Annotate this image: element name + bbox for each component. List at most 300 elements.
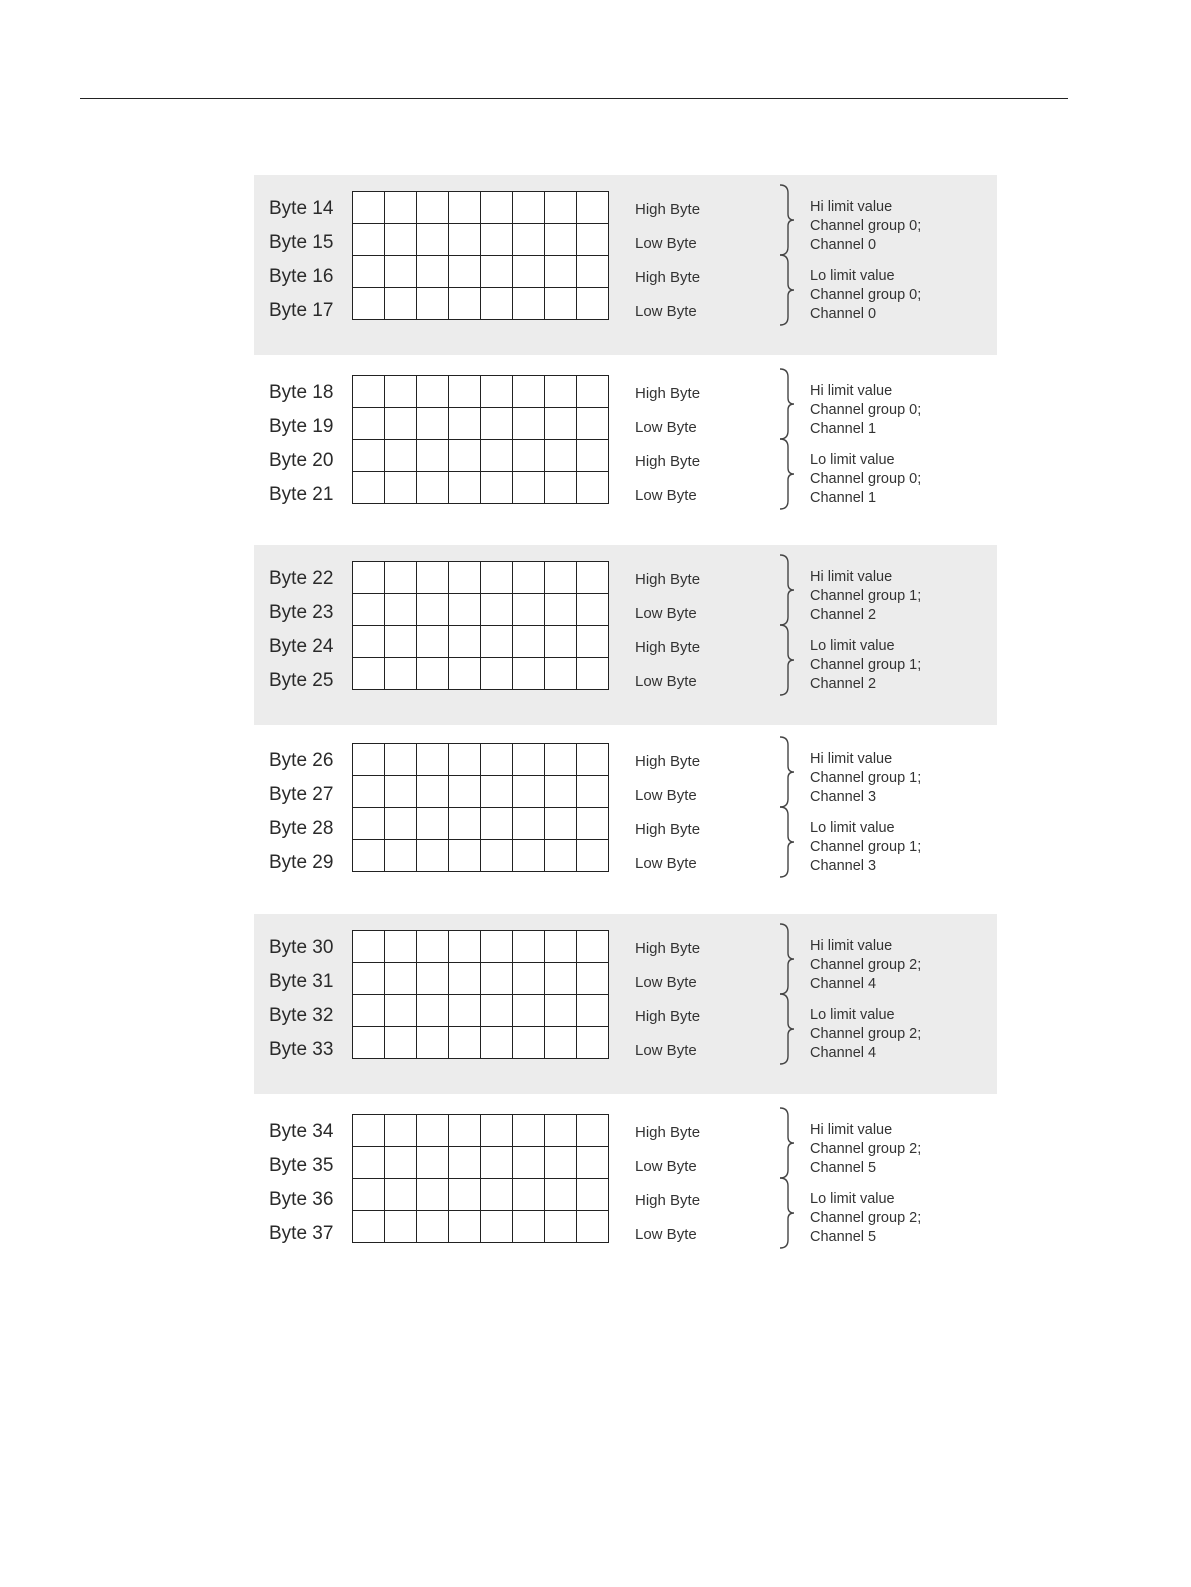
bit-row: [353, 408, 609, 440]
byte-number-label: Byte 34: [269, 1121, 334, 1142]
hi-limit-brace-icon: [778, 553, 798, 627]
bit-cell: [577, 594, 609, 626]
bit-cell: [449, 192, 481, 224]
bit-cell: [417, 1027, 449, 1059]
bit-row: [353, 626, 609, 658]
byte-kind-label: High Byte: [635, 753, 701, 770]
hi-limit-description-line: Hi limit value: [810, 1122, 893, 1138]
bit-row: [353, 840, 609, 872]
register-group: [254, 727, 997, 907]
hi-limit-brace-icon: [778, 367, 798, 441]
bit-cell: [481, 1115, 513, 1147]
bit-cell: [513, 1179, 545, 1211]
bit-cell: [385, 288, 417, 320]
lo-limit-description: [810, 637, 921, 694]
bit-cell: [545, 658, 577, 690]
bit-cell: [513, 808, 545, 840]
bit-cell: [545, 995, 577, 1027]
bit-cell: [449, 1211, 481, 1243]
bit-cell: [577, 1211, 609, 1243]
bit-cell: [417, 256, 449, 288]
bit-cell: [481, 931, 513, 963]
bit-cell: [385, 472, 417, 504]
bit-cell: [385, 808, 417, 840]
byte-number-label: Byte 25: [269, 670, 334, 691]
bit-grid: [352, 930, 609, 1059]
bit-cell: [545, 562, 577, 594]
bit-cell: [385, 440, 417, 472]
bit-cell: [417, 440, 449, 472]
bit-row: [353, 224, 609, 256]
bit-cell: [417, 408, 449, 440]
byte-kind-label: High Byte: [635, 639, 701, 656]
bit-cell: [449, 224, 481, 256]
lo-limit-description-line: Lo limit value: [810, 452, 895, 468]
bit-cell: [417, 1147, 449, 1179]
lo-limit-description-line: Lo limit value: [810, 1191, 895, 1207]
hi-limit-brace-icon: [778, 922, 798, 996]
lo-limit-description: [810, 1190, 921, 1247]
lo-limit-description-line: Channel 2: [810, 676, 877, 692]
bit-cell: [417, 472, 449, 504]
bit-cell: [577, 776, 609, 808]
bit-cell: [577, 1147, 609, 1179]
hi-limit-brace-icon: [778, 735, 798, 809]
header-rule: [80, 98, 1068, 99]
bit-cell: [417, 594, 449, 626]
hi-limit-description: [810, 568, 921, 625]
bit-cell: [545, 256, 577, 288]
hi-limit-description-line: Channel group 2;: [810, 1141, 922, 1157]
bit-cell: [513, 995, 545, 1027]
bit-cell: [481, 1147, 513, 1179]
bit-cell: [481, 594, 513, 626]
lo-limit-description-line: Channel 0: [810, 306, 877, 322]
byte-number-label: Byte 32: [269, 1005, 334, 1026]
bit-cell: [513, 408, 545, 440]
bit-cell: [545, 1115, 577, 1147]
byte-number-label: Byte 35: [269, 1155, 334, 1176]
hi-limit-description: [810, 937, 921, 994]
bit-cell: [385, 1147, 417, 1179]
bit-cell: [353, 995, 385, 1027]
bit-cell: [513, 1027, 545, 1059]
hi-limit-description-line: Hi limit value: [810, 751, 893, 767]
bit-cell: [577, 626, 609, 658]
bit-cell: [417, 288, 449, 320]
bit-cell: [513, 1211, 545, 1243]
lo-limit-description-line: Channel 4: [810, 1045, 877, 1061]
bit-cell: [385, 1115, 417, 1147]
lo-limit-description-line: Channel group 0;: [810, 287, 922, 303]
bit-cell: [385, 376, 417, 408]
bit-cell: [545, 1211, 577, 1243]
bit-row: [353, 1147, 609, 1179]
bit-cell: [481, 472, 513, 504]
register-group: [254, 359, 997, 539]
bit-cell: [577, 224, 609, 256]
bit-cell: [417, 963, 449, 995]
bit-cell: [577, 376, 609, 408]
bit-cell: [449, 288, 481, 320]
byte-kind-label: Low Byte: [635, 487, 697, 504]
bit-cell: [545, 931, 577, 963]
byte-kind-label: High Byte: [635, 201, 701, 218]
lo-limit-description-line: Channel 5: [810, 1229, 877, 1245]
bit-cell: [353, 408, 385, 440]
lo-limit-description-line: Channel 1: [810, 490, 877, 506]
bit-grid: [352, 191, 609, 320]
lo-limit-description-line: Channel group 2;: [810, 1026, 922, 1042]
bit-cell: [481, 256, 513, 288]
bit-cell: [577, 931, 609, 963]
hi-limit-description-line: Channel group 0;: [810, 402, 922, 418]
bit-cell: [353, 776, 385, 808]
bit-cell: [545, 1027, 577, 1059]
byte-number-label: Byte 14: [269, 198, 334, 219]
byte-number-label: Byte 23: [269, 602, 334, 623]
hi-limit-description-line: Channel group 1;: [810, 588, 922, 604]
lo-limit-brace-icon: [778, 253, 798, 327]
bit-cell: [385, 224, 417, 256]
lo-limit-description-line: Lo limit value: [810, 268, 895, 284]
bit-cell: [481, 376, 513, 408]
bit-cell: [353, 288, 385, 320]
bit-row: [353, 562, 609, 594]
hi-limit-description-line: Channel group 1;: [810, 770, 922, 786]
byte-number-label: Byte 26: [269, 750, 334, 771]
bit-cell: [577, 808, 609, 840]
bit-cell: [417, 376, 449, 408]
hi-limit-description-line: Channel group 0;: [810, 218, 922, 234]
bit-cell: [481, 224, 513, 256]
bit-cell: [481, 440, 513, 472]
bit-cell: [449, 1027, 481, 1059]
hi-limit-description-line: Channel 1: [810, 421, 877, 437]
bit-row: [353, 808, 609, 840]
bit-cell: [577, 408, 609, 440]
bit-cell: [513, 288, 545, 320]
hi-limit-description-line: Hi limit value: [810, 199, 893, 215]
bit-row: [353, 1115, 609, 1147]
bit-cell: [481, 1179, 513, 1211]
bit-cell: [385, 594, 417, 626]
hi-limit-description-line: Channel 3: [810, 789, 877, 805]
bit-cell: [417, 931, 449, 963]
bit-cell: [417, 808, 449, 840]
byte-kind-label: Low Byte: [635, 974, 697, 991]
byte-number-label: Byte 19: [269, 416, 334, 437]
bit-cell: [385, 658, 417, 690]
bit-row: [353, 995, 609, 1027]
hi-limit-description-line: Channel 5: [810, 1160, 877, 1176]
bit-cell: [449, 1179, 481, 1211]
bit-cell: [353, 376, 385, 408]
hi-limit-description-line: Channel group 2;: [810, 957, 922, 973]
bit-row: [353, 1027, 609, 1059]
bit-cell: [449, 658, 481, 690]
lo-limit-brace-icon: [778, 437, 798, 511]
byte-kind-label: Low Byte: [635, 1226, 697, 1243]
register-group: [254, 545, 997, 725]
bit-cell: [385, 1211, 417, 1243]
bit-cell: [353, 224, 385, 256]
bit-cell: [449, 808, 481, 840]
bit-row: [353, 440, 609, 472]
bit-cell: [545, 192, 577, 224]
bit-cell: [577, 472, 609, 504]
byte-number-label: Byte 15: [269, 232, 334, 253]
bit-cell: [449, 744, 481, 776]
bit-cell: [353, 256, 385, 288]
bit-cell: [353, 744, 385, 776]
bit-cell: [545, 840, 577, 872]
bit-cell: [481, 1027, 513, 1059]
bit-cell: [513, 594, 545, 626]
bit-grid: [352, 561, 609, 690]
bit-cell: [449, 931, 481, 963]
bit-cell: [353, 440, 385, 472]
byte-number-label: Byte 22: [269, 568, 334, 589]
bit-cell: [353, 1027, 385, 1059]
bit-cell: [513, 963, 545, 995]
hi-limit-description-line: Channel 2: [810, 607, 877, 623]
bit-cell: [513, 256, 545, 288]
hi-limit-description-line: Hi limit value: [810, 383, 893, 399]
bit-cell: [353, 1147, 385, 1179]
bit-row: [353, 594, 609, 626]
lo-limit-description-line: Lo limit value: [810, 1007, 895, 1023]
bit-cell: [545, 963, 577, 995]
bit-cell: [513, 931, 545, 963]
hi-limit-description-line: Hi limit value: [810, 569, 893, 585]
byte-kind-label: Low Byte: [635, 787, 697, 804]
lo-limit-description-line: Lo limit value: [810, 638, 895, 654]
byte-number-label: Byte 37: [269, 1223, 334, 1244]
bit-cell: [577, 288, 609, 320]
bit-cell: [385, 963, 417, 995]
byte-number-label: Byte 33: [269, 1039, 334, 1060]
hi-limit-description: [810, 750, 921, 807]
bit-cell: [513, 472, 545, 504]
bit-cell: [545, 288, 577, 320]
bit-cell: [385, 1027, 417, 1059]
bit-cell: [385, 840, 417, 872]
byte-kind-label: High Byte: [635, 940, 701, 957]
lo-limit-description-line: Channel group 1;: [810, 839, 922, 855]
bit-cell: [449, 995, 481, 1027]
byte-number-label: Byte 18: [269, 382, 334, 403]
bit-cell: [417, 840, 449, 872]
byte-kind-label: Low Byte: [635, 235, 697, 252]
bit-cell: [353, 963, 385, 995]
bit-cell: [481, 626, 513, 658]
bit-cell: [481, 288, 513, 320]
bit-cell: [577, 1179, 609, 1211]
lo-limit-brace-icon: [778, 623, 798, 697]
bit-row: [353, 376, 609, 408]
byte-number-label: Byte 31: [269, 971, 334, 992]
bit-cell: [577, 840, 609, 872]
bit-grid: [352, 743, 609, 872]
byte-number-label: Byte 16: [269, 266, 334, 287]
byte-number-label: Byte 29: [269, 852, 334, 873]
register-group: [254, 175, 997, 355]
bit-cell: [481, 192, 513, 224]
bit-cell: [481, 963, 513, 995]
bit-cell: [545, 744, 577, 776]
byte-kind-label: High Byte: [635, 269, 701, 286]
byte-kind-label: Low Byte: [635, 1158, 697, 1175]
bit-cell: [481, 995, 513, 1027]
bit-cell: [481, 840, 513, 872]
hi-limit-brace-icon: [778, 183, 798, 257]
bit-cell: [545, 626, 577, 658]
bit-cell: [577, 963, 609, 995]
bit-cell: [353, 472, 385, 504]
bit-cell: [353, 1115, 385, 1147]
byte-kind-label: High Byte: [635, 385, 701, 402]
bit-cell: [577, 995, 609, 1027]
bit-cell: [449, 963, 481, 995]
lo-limit-brace-icon: [778, 1176, 798, 1250]
bit-cell: [417, 776, 449, 808]
byte-kind-label: Low Byte: [635, 303, 697, 320]
byte-number-label: Byte 27: [269, 784, 334, 805]
bit-cell: [513, 658, 545, 690]
bit-cell: [385, 192, 417, 224]
bit-cell: [513, 776, 545, 808]
bit-row: [353, 776, 609, 808]
byte-kind-label: High Byte: [635, 821, 701, 838]
bit-cell: [577, 658, 609, 690]
byte-kind-label: High Byte: [635, 571, 701, 588]
bit-cell: [385, 776, 417, 808]
bit-cell: [353, 840, 385, 872]
bit-row: [353, 744, 609, 776]
bit-cell: [449, 626, 481, 658]
bit-cell: [385, 408, 417, 440]
bit-cell: [449, 256, 481, 288]
bit-cell: [417, 192, 449, 224]
bit-cell: [353, 562, 385, 594]
bit-cell: [513, 1115, 545, 1147]
bit-cell: [353, 192, 385, 224]
bit-cell: [513, 192, 545, 224]
bit-cell: [353, 931, 385, 963]
bit-cell: [449, 562, 481, 594]
bit-cell: [577, 744, 609, 776]
lo-limit-description-line: Channel group 2;: [810, 1210, 922, 1226]
bit-cell: [353, 594, 385, 626]
bit-cell: [385, 562, 417, 594]
bit-cell: [417, 562, 449, 594]
hi-limit-description: [810, 382, 921, 439]
byte-number-label: Byte 20: [269, 450, 334, 471]
bit-cell: [449, 594, 481, 626]
bit-cell: [577, 192, 609, 224]
bit-cell: [545, 776, 577, 808]
byte-number-label: Byte 21: [269, 484, 334, 505]
bit-cell: [545, 808, 577, 840]
bit-cell: [449, 408, 481, 440]
bit-cell: [417, 1211, 449, 1243]
byte-kind-label: Low Byte: [635, 855, 697, 872]
bit-row: [353, 963, 609, 995]
bit-cell: [385, 995, 417, 1027]
lo-limit-description-line: Channel group 1;: [810, 657, 922, 673]
bit-cell: [353, 1179, 385, 1211]
bit-cell: [353, 626, 385, 658]
hi-limit-description: [810, 1121, 921, 1178]
bit-cell: [545, 224, 577, 256]
bit-cell: [577, 256, 609, 288]
bit-cell: [513, 1147, 545, 1179]
bit-row: [353, 1179, 609, 1211]
hi-limit-description-line: Channel 0: [810, 237, 877, 253]
bit-cell: [481, 1211, 513, 1243]
bit-cell: [449, 440, 481, 472]
bit-cell: [385, 931, 417, 963]
bit-cell: [545, 1147, 577, 1179]
bit-cell: [417, 626, 449, 658]
bit-row: [353, 1211, 609, 1243]
bit-cell: [545, 594, 577, 626]
bit-cell: [417, 658, 449, 690]
bit-row: [353, 472, 609, 504]
byte-kind-label: Low Byte: [635, 673, 697, 690]
bit-cell: [481, 408, 513, 440]
bit-cell: [577, 562, 609, 594]
bit-grid: [352, 1114, 609, 1243]
bit-cell: [513, 440, 545, 472]
bit-cell: [353, 1211, 385, 1243]
lo-limit-description: [810, 819, 921, 876]
bit-cell: [417, 744, 449, 776]
bit-row: [353, 931, 609, 963]
bit-cell: [449, 1147, 481, 1179]
bit-cell: [417, 224, 449, 256]
bit-row: [353, 658, 609, 690]
bit-cell: [545, 1179, 577, 1211]
lo-limit-brace-icon: [778, 805, 798, 879]
bit-cell: [545, 408, 577, 440]
byte-number-label: Byte 28: [269, 818, 334, 839]
bit-cell: [417, 995, 449, 1027]
bit-cell: [513, 562, 545, 594]
lo-limit-description: [810, 1006, 921, 1063]
lo-limit-description: [810, 451, 921, 508]
lo-limit-brace-icon: [778, 992, 798, 1066]
byte-number-label: Byte 30: [269, 937, 334, 958]
bit-cell: [481, 562, 513, 594]
bit-cell: [449, 840, 481, 872]
byte-kind-label: Low Byte: [635, 605, 697, 622]
byte-number-label: Byte 17: [269, 300, 334, 321]
byte-number-label: Byte 24: [269, 636, 334, 657]
lo-limit-description-line: Channel 3: [810, 858, 877, 874]
hi-limit-description: [810, 198, 921, 255]
bit-row: [353, 288, 609, 320]
bit-cell: [481, 808, 513, 840]
hi-limit-description-line: Hi limit value: [810, 938, 893, 954]
bit-cell: [577, 1115, 609, 1147]
byte-kind-label: High Byte: [635, 1192, 701, 1209]
bit-cell: [481, 744, 513, 776]
bit-cell: [545, 440, 577, 472]
lo-limit-description-line: Lo limit value: [810, 820, 895, 836]
bit-cell: [545, 376, 577, 408]
